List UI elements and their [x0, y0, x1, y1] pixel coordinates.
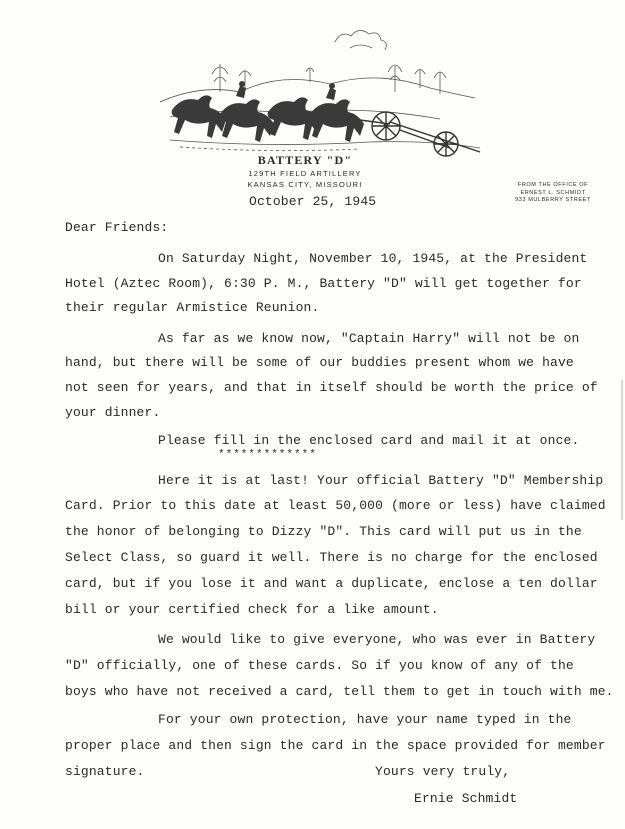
- organization-subtitle: [225, 168, 385, 190]
- organization-city: KANSAS CITY, MISSOURI: [247, 180, 363, 189]
- paragraph5-line: We would like to give everyone, who was ever in Battery: [158, 632, 596, 647]
- paragraph4-line: the honor of belonging to Dizzy "D". This card will put us in the: [65, 524, 582, 539]
- paragraph4-line: bill or your certified check for a like amount.: [65, 602, 439, 617]
- office-block: [505, 182, 601, 205]
- paragraph2-line: your dinner.: [65, 405, 161, 420]
- organization-unit: 129TH FIELD ARTILLERY: [248, 169, 362, 178]
- paragraph4-line: Select Class, so guard it well. There is no charge for the enclosed: [65, 550, 598, 565]
- letter-date: October 25, 1945: [249, 194, 377, 209]
- paragraph1-line: Hotel (Aztec Room), 6:30 P. M., Battery "D" will get together for: [65, 276, 582, 291]
- separator-stars: *************: [218, 449, 317, 461]
- page-edge-mark: [621, 380, 623, 520]
- horse-artillery-illustration: [150, 22, 490, 172]
- paragraph6-line: proper place and then sign the card in the space provided for member: [65, 738, 606, 753]
- paragraph2-line: hand, but there will be some of our buddies present whom we have: [65, 355, 574, 370]
- paragraph5-line: boys who have not received a card, tell them to get in touch with me.: [65, 684, 614, 699]
- paragraph4-line: Here it is at last! Your official Battery "D" Membership: [158, 473, 604, 488]
- office-address: 933 MULBERRY STREET: [515, 197, 591, 203]
- paragraph6-line: For your own protection, have your name typed in the: [158, 712, 572, 727]
- office-from: FROM THE OFFICE OF: [517, 182, 589, 188]
- salutation: Dear Friends:: [65, 220, 169, 235]
- paragraph6-line: signature.: [65, 764, 145, 779]
- paragraph4-line: card, but if you lose it and want a duplicate, enclose a ten dollar: [65, 576, 598, 591]
- paragraph3-line: Please fill in the enclosed card and mail it at once.: [158, 433, 580, 448]
- paragraph2-line: not seen for years, and that in itself should be worth the price of: [65, 380, 598, 395]
- office-name: ERNEST L. SCHMIDT: [520, 189, 586, 196]
- paragraph1-line: On Saturday Night, November 10, 1945, at the President: [158, 251, 588, 266]
- organization-name: BATTERY "D": [257, 153, 353, 167]
- paragraph1-line: their regular Armistice Reunion.: [65, 300, 320, 315]
- signature: Ernie Schmidt: [414, 791, 518, 806]
- paragraph2-line: As far as we know now, "Captain Harry" will not be on: [158, 331, 580, 346]
- paragraph4-line: Card. Prior to this date at least 50,000 (more or less) have claimed: [65, 498, 606, 513]
- paragraph5-line: "D" officially, one of these cards. So if you know of any of the: [65, 658, 574, 673]
- closing: Yours very truly,: [375, 764, 511, 779]
